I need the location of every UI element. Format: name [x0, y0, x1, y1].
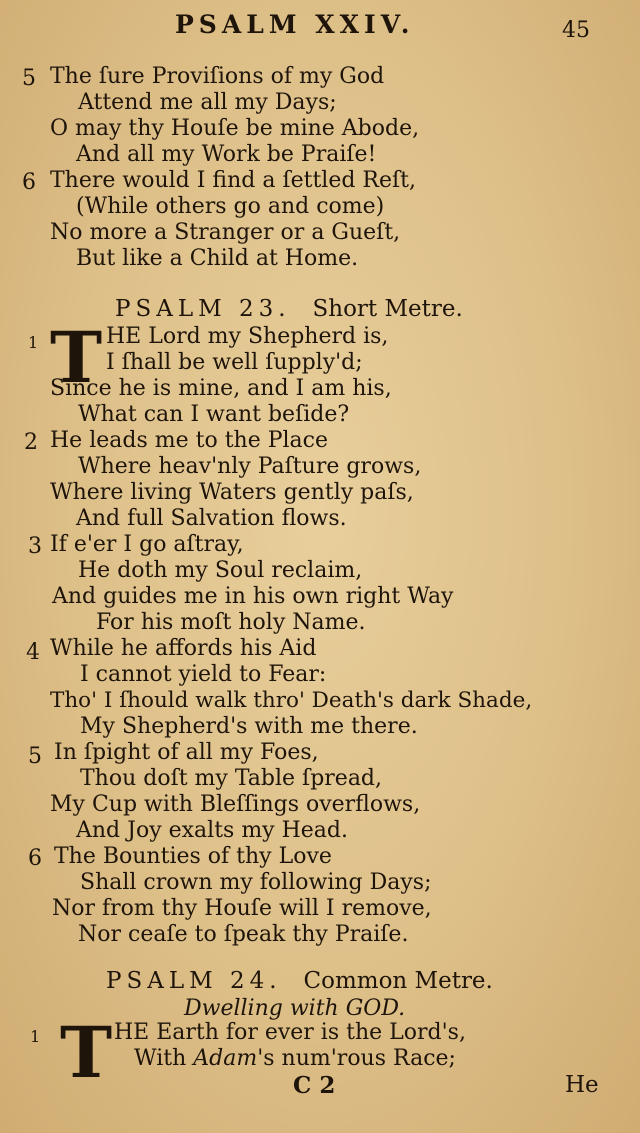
verse-line: My Cup with Bleſſings overflows, [50, 792, 421, 817]
verse-line: But like a Child at Home. [76, 246, 359, 271]
psalm-heading [106, 968, 493, 994]
page-header [0, 8, 640, 44]
verse-line: Where living Waters gently paſs, [50, 480, 414, 505]
catchword: He [565, 1072, 599, 1098]
metre-label: Short Metre. [312, 296, 463, 322]
verse-line: Nor from thy Houſe will I remove, [52, 896, 432, 921]
verse-text: 's num'rous Race; [257, 1046, 456, 1071]
verse-line: Tho' I ſhould walk thro' Death's dark Shade, [50, 688, 533, 713]
psalm-subtitle: Dwelling with GOD. [184, 996, 406, 1021]
verse-line: What can I want beſide? [78, 402, 350, 427]
verse-line: And guides me in his own right Way [52, 584, 454, 609]
verse-italic-name: Adam [193, 1046, 258, 1071]
verse-line: (While others go and come) [76, 194, 385, 219]
drop-cap: T [50, 316, 103, 399]
verse-line [134, 1046, 456, 1072]
verse-line: Thou doſt my Table ſpread, [80, 766, 383, 791]
verse-line: While he affords his Aid [50, 636, 317, 661]
verse-number: 6 [22, 170, 36, 195]
verse-line: And all my Work be Praiſe! [76, 142, 377, 167]
verse-number: 5 [28, 744, 42, 769]
verse-line: And full Salvation flows. [76, 506, 347, 531]
verse-number: 4 [26, 640, 40, 665]
verse-line: O may thy Houſe be mine Abode, [50, 116, 420, 141]
verse-line: The ſure Proviſions of my God [50, 64, 385, 89]
verse-number: 1 [30, 1027, 41, 1046]
verse-line: Attend me all my Days; [78, 90, 337, 115]
verse-text: With [134, 1046, 194, 1071]
psalm-title: PSALM 24. [106, 968, 282, 994]
verse-line: Where heav'nly Paſture grows, [78, 454, 422, 479]
verse-line: No more a Stranger or a Gueſt, [50, 220, 401, 245]
verse-line: The Bounties of thy Love [54, 844, 332, 869]
verse-number: 2 [24, 430, 38, 455]
verse-line: There would I find a ſettled Reſt, [50, 168, 416, 193]
verse-line: Nor ceaſe to ſpeak thy Praiſe. [78, 922, 409, 947]
verse-number: 6 [28, 846, 42, 871]
verse-line: He leads me to the Place [50, 428, 329, 453]
verse-line: I cannot yield to Fear: [80, 662, 327, 687]
verse-line: In ſpight of all my Foes, [54, 740, 319, 765]
verse-line: And Joy exalts my Head. [76, 818, 349, 843]
psalm-title: PSALM 23. [115, 296, 291, 322]
verse-number: 1 [28, 333, 39, 352]
verse-line: He doth my Soul reclaim, [78, 558, 363, 583]
signature-mark: C 2 [293, 1072, 336, 1099]
verse-line: For his moſt holy Name. [96, 610, 366, 635]
psalm-heading [115, 296, 463, 322]
verse-line: I ſhall be well ſupply'd; [106, 350, 363, 375]
page-number: 45 [562, 18, 590, 43]
drop-cap: T [60, 1011, 113, 1094]
metre-label: Common Metre. [303, 968, 493, 994]
verse-line: Since he is mine, and I am his, [50, 376, 392, 401]
verse-line: My Shepherd's with me there. [80, 714, 418, 739]
verse-line: HE Lord my Shepherd is, [106, 324, 389, 349]
verse-number: 5 [22, 66, 36, 91]
verse-line: Shall crown my following Days; [80, 870, 432, 895]
verse-line: HE Earth for ever is the Lord's, [114, 1020, 466, 1045]
verse-line: If e'er I go aſtray, [50, 532, 244, 557]
running-title: PSALM XXIV. [175, 10, 415, 39]
verse-number: 3 [28, 534, 42, 559]
